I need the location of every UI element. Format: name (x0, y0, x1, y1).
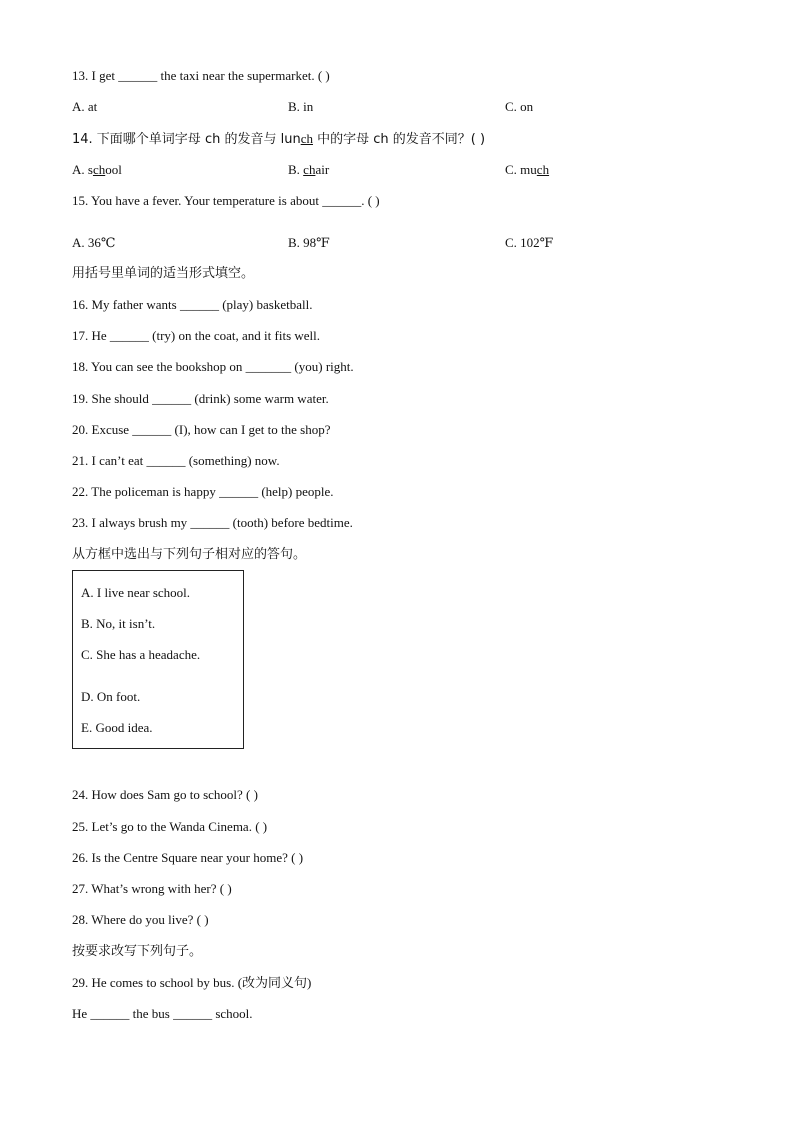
box-option: A. I live near school. (81, 585, 191, 600)
q13-option-a: A. at (72, 99, 98, 114)
q14-option-b (288, 162, 329, 178)
box-option: D. On foot. (81, 689, 141, 704)
match-item: 24. How does Sam go to school? ( ) (72, 787, 258, 802)
section-match-title: 从方框中选出与下列句子相对应的答句。 (72, 547, 307, 562)
q15-option-b: B. 98℉ (288, 235, 330, 250)
section-fill-title: 用括号里单词的适当形式填空。 (72, 266, 255, 281)
q14-c-underlined: ch (536, 162, 550, 177)
q14-b-pre: B. (288, 162, 304, 177)
fill-item: 23. I always brush my ______ (tooth) before bedtime. (72, 515, 353, 530)
fill-item: 17. He ______ (try) on the coat, and it fits well. (72, 328, 321, 343)
fill-item: 19. She should ______ (drink) some warm water. (72, 391, 329, 406)
box-option: C. She has a headache. (81, 647, 201, 662)
match-item: 25. Let’s go to the Wanda Cinema. ( ) (72, 819, 268, 834)
q14-stem-post: 中的字母 ch 的发音不同？( ) (312, 132, 486, 147)
question-14 (72, 131, 485, 148)
q14-stem-pre: 14. 下面哪个单词字母 ch 的发音与 lun (72, 132, 301, 147)
q14-a-post: ool (105, 162, 122, 177)
question-29: 29. He comes to school by bus. (改为同义句) (72, 975, 312, 990)
q14-a-pre: A. s (72, 162, 93, 177)
question-13: 13. I get ______ the taxi near the supermarket. ( ) (72, 68, 330, 83)
q29-answer-line: He ______ the bus ______ school. (72, 1006, 253, 1021)
section-rewrite-title: 按要求改写下列句子。 (72, 944, 203, 959)
box-option: E. Good idea. (81, 720, 153, 735)
fill-item: 20. Excuse ______ (I), how can I get to the shop? (72, 422, 331, 437)
q14-b-underlined: ch (303, 162, 316, 177)
fill-item: 21. I can’t eat ______ (something) now. (72, 453, 280, 468)
q14-option-a (72, 162, 122, 178)
q14-stem-underlined: ch (300, 131, 313, 146)
answer-options-box (72, 570, 244, 749)
match-item: 26. Is the Centre Square near your home? ( ) (72, 850, 304, 865)
q13-option-c: C. on (505, 99, 534, 114)
q13-option-b: B. in (288, 99, 314, 114)
fill-item: 18. You can see the bookshop on _______ (you) right. (72, 359, 354, 374)
q14-option-c (505, 162, 549, 178)
fill-item: 16. My father wants ______ (play) basketball. (72, 297, 313, 312)
match-item: 28. Where do you live? ( ) (72, 912, 209, 927)
match-item: 27. What’s wrong with her? ( ) (72, 881, 232, 896)
question-15: 15. You have a fever. Your temperature is about ______. ( ) (72, 193, 380, 208)
q14-b-post: air (315, 162, 330, 177)
q15-option-c: C. 102℉ (505, 235, 554, 250)
fill-item: 22. The policeman is happy ______ (help) people. (72, 484, 334, 499)
q15-option-a: A. 36℃ (72, 235, 116, 250)
q14-a-underlined: ch (92, 162, 106, 177)
box-option: B. No, it isn’t. (81, 616, 156, 631)
q14-c-pre: C. mu (505, 162, 537, 177)
